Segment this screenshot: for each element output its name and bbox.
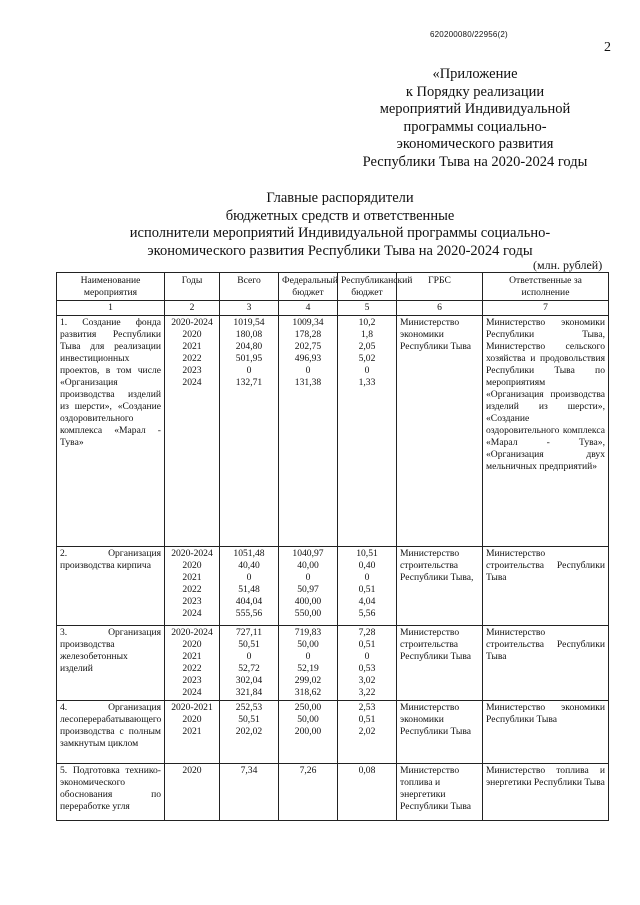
years-value: 2020	[182, 560, 202, 571]
years-value: 2022	[182, 663, 202, 674]
header-name: Наименование мероприятия	[57, 273, 165, 301]
years-value: 2021	[182, 726, 202, 737]
total-value: 0	[246, 651, 252, 662]
header-responsible: Ответственные за исполнение	[483, 273, 609, 301]
measure-name-cell: 2. Организация производства кирпича	[57, 547, 165, 626]
republic-value: 1,33	[358, 377, 376, 388]
years-value: 2021	[182, 341, 202, 352]
republic-value: 0,53	[358, 663, 376, 674]
federal-value: 550,00	[294, 608, 322, 619]
table-row	[57, 764, 609, 821]
republic-value: 0,51	[358, 639, 376, 650]
total-value: 0	[246, 572, 252, 583]
years-value: 2021	[182, 572, 202, 583]
total-value: 50,51	[238, 714, 260, 725]
header-grbs: ГРБС	[397, 273, 483, 301]
responsible-cell: Министерство топлива и энергетики Республики Тыва	[483, 764, 609, 821]
total-value: 727,11	[235, 627, 263, 638]
responsible-cell: Министерство экономики Республики Тыва	[483, 701, 609, 764]
programme-table	[56, 272, 609, 821]
total-value: 555,56	[235, 608, 263, 619]
total-value: 1051,48	[233, 548, 265, 559]
republic-value: 0,08	[358, 765, 376, 776]
federal-value: 50,00	[297, 714, 319, 725]
republic-value: 10,51	[356, 548, 378, 559]
title-line: экономического развития Республики Тыва на 2020-2024 годы	[147, 242, 533, 259]
years-value: 2024	[182, 377, 202, 388]
table-row	[57, 316, 609, 547]
federal-value: 131,38	[294, 377, 322, 388]
column-number: 4	[279, 301, 338, 316]
years-value: 2020-2024	[171, 548, 213, 559]
grbs-cell: Министерство строительства Республики Тыва,	[397, 547, 483, 626]
federal-value: 1040,97	[292, 548, 324, 559]
table-row	[57, 701, 609, 764]
federal-value: 40,00	[297, 560, 319, 571]
republic-value: 7,28	[358, 627, 376, 638]
total-value: 180,08	[235, 329, 263, 340]
federal-cell	[279, 626, 338, 701]
total-value: 204,80	[235, 341, 263, 352]
column-number-row	[57, 301, 609, 316]
page-number: 2	[604, 40, 611, 55]
years-value: 2020	[182, 765, 202, 776]
years-value: 2020-2021	[171, 702, 213, 713]
federal-value: 250,00	[294, 702, 322, 713]
years-value: 2020-2024	[171, 627, 213, 638]
years-value: 2022	[182, 584, 202, 595]
total-cell	[220, 316, 279, 547]
republic-cell	[338, 701, 397, 764]
republic-value: 10,2	[358, 317, 376, 328]
federal-value: 50,00	[297, 639, 319, 650]
responsible-cell: Министерство строительства Республики Тыва	[483, 626, 609, 701]
appendix-line: экономического развития	[396, 136, 554, 152]
years-cell	[165, 316, 220, 547]
republic-value: 2,05	[358, 341, 376, 352]
federal-cell	[279, 547, 338, 626]
republic-value: 0,51	[358, 714, 376, 725]
years-value: 2022	[182, 353, 202, 364]
total-value: 302,04	[235, 675, 263, 686]
republic-value: 4,04	[358, 596, 376, 607]
total-cell	[220, 701, 279, 764]
table-row	[57, 626, 609, 701]
title-line: бюджетных средств и ответственные	[225, 207, 455, 224]
grbs-cell: Министерство топлива и энергетики Республики Тыва	[397, 764, 483, 821]
federal-cell	[279, 764, 338, 821]
federal-value: 7,26	[299, 765, 317, 776]
republic-value: 0,51	[358, 584, 376, 595]
years-value: 2020	[182, 714, 202, 725]
total-value: 404,04	[235, 596, 263, 607]
total-value: 51,48	[238, 584, 260, 595]
appendix-line: к Порядку реализации	[405, 83, 545, 100]
column-number: 2	[165, 301, 220, 316]
federal-value: 202,75	[294, 341, 322, 352]
federal-value: 318,62	[294, 687, 322, 698]
years-cell	[165, 626, 220, 701]
republic-cell	[338, 626, 397, 701]
total-value: 252,53	[235, 702, 263, 713]
measure-name-cell: 3. Организация производства железобетонных изделий	[57, 626, 165, 701]
total-value: 501,95	[235, 353, 263, 364]
years-value: 2024	[182, 608, 202, 619]
document-id: 620200080/22956(2)	[430, 30, 508, 39]
total-value: 40,40	[238, 560, 260, 571]
grbs-cell: Министерство экономики Республики Тыва	[397, 701, 483, 764]
total-value: 52,72	[238, 663, 260, 674]
responsible-cell: Министерство строительства Республики Тыва	[483, 547, 609, 626]
republic-value: 0	[364, 651, 370, 662]
republic-value: 2,02	[358, 726, 376, 737]
total-cell	[220, 626, 279, 701]
total-value: 0	[246, 365, 252, 376]
measure-name-cell: 5. Подготовка технико-экономического обоснования по переработке угля	[57, 764, 165, 821]
column-number: 1	[57, 301, 165, 316]
header-years: Годы	[165, 273, 220, 301]
total-value: 7,34	[240, 765, 258, 776]
federal-value: 719,83	[294, 627, 322, 638]
republic-value: 1,8	[361, 329, 373, 340]
republic-cell	[338, 764, 397, 821]
federal-value: 0	[305, 572, 311, 583]
years-value: 2020	[182, 639, 202, 650]
units-label: (млн. рублей)	[533, 258, 603, 272]
header-federal: Федеральный бюджет	[279, 273, 338, 301]
years-value: 2021	[182, 651, 202, 662]
federal-value: 52,19	[297, 663, 319, 674]
title-line: исполнители мероприятий Индивидуальной программы социально-	[129, 225, 551, 241]
years-value: 2023	[182, 596, 202, 607]
total-cell	[220, 547, 279, 626]
grbs-cell: Министерство экономики Республики Тыва	[397, 316, 483, 547]
federal-value: 50,97	[297, 584, 319, 595]
years-cell	[165, 764, 220, 821]
federal-value: 299,02	[294, 675, 322, 686]
republic-value: 3,22	[358, 687, 376, 698]
grbs-cell: Министерство строительства Республики Тыва	[397, 626, 483, 701]
years-value: 2020	[182, 329, 202, 340]
years-value: 2023	[182, 365, 202, 376]
appendix-line: мероприятий Индивидуальной	[379, 101, 571, 117]
total-value: 202,02	[235, 726, 263, 737]
header-total: Всего	[220, 273, 279, 301]
federal-value: 1009,34	[292, 317, 324, 328]
table-row	[57, 547, 609, 626]
column-number: 7	[483, 301, 609, 316]
federal-value: 496,93	[294, 353, 322, 364]
republic-value: 0	[364, 572, 370, 583]
title-line: Главные распорядители	[266, 190, 414, 206]
appendix-heading	[330, 66, 620, 171]
years-value: 2023	[182, 675, 202, 686]
total-cell	[220, 764, 279, 821]
republic-value: 3,02	[358, 675, 376, 686]
republic-value: 5,56	[358, 608, 376, 619]
measure-name-cell: 1. Создание фонда развития Республики Тыва для реализации инвестиционных проектов, в том числе «Организация производства изделий из шерсти», «Создание оздоровительного комплекса «Марал - Тува»	[57, 316, 165, 547]
federal-value: 178,28	[294, 329, 322, 340]
federal-value: 0	[305, 651, 311, 662]
total-value: 132,71	[235, 377, 263, 388]
federal-value: 0	[305, 365, 311, 376]
republic-value: 0,40	[358, 560, 376, 571]
federal-value: 200,00	[294, 726, 322, 737]
appendix-line: Республики Тыва на 2020-2024 годы	[362, 153, 588, 170]
column-number: 6	[397, 301, 483, 316]
republic-value: 5,02	[358, 353, 376, 364]
years-value: 2024	[182, 687, 202, 698]
total-value: 321,84	[235, 687, 263, 698]
total-value: 1019,54	[233, 317, 265, 328]
years-value: 2020-2024	[171, 317, 213, 328]
federal-cell	[279, 701, 338, 764]
republic-value: 2,53	[358, 702, 376, 713]
appendix-line: программы социально-	[403, 118, 547, 135]
measure-name-cell: 4. Организация лесоперерабатывающего производства с полным замкнутым циклом	[57, 701, 165, 764]
republic-cell	[338, 547, 397, 626]
years-cell	[165, 547, 220, 626]
republic-value: 0	[364, 365, 370, 376]
document-title	[90, 190, 590, 260]
appendix-line: «Приложение	[432, 66, 518, 82]
republic-cell	[338, 316, 397, 547]
total-value: 50,51	[238, 639, 260, 650]
federal-cell	[279, 316, 338, 547]
header-republic: Республиканский бюджет	[338, 273, 397, 301]
years-cell	[165, 701, 220, 764]
responsible-cell: Министерство экономики Республики Тыва, Министерство сельского хозяйства и продовольствия Республики Тыва по мероприятиям «Организация производства изделий из шерсти», «Создание оздоровительного комплекса «Марал - Тува», «Организация двух мельничных предприятий»	[483, 316, 609, 547]
table-header-row	[57, 273, 609, 301]
column-number: 5	[338, 301, 397, 316]
federal-value: 400,00	[294, 596, 322, 607]
column-number: 3	[220, 301, 279, 316]
